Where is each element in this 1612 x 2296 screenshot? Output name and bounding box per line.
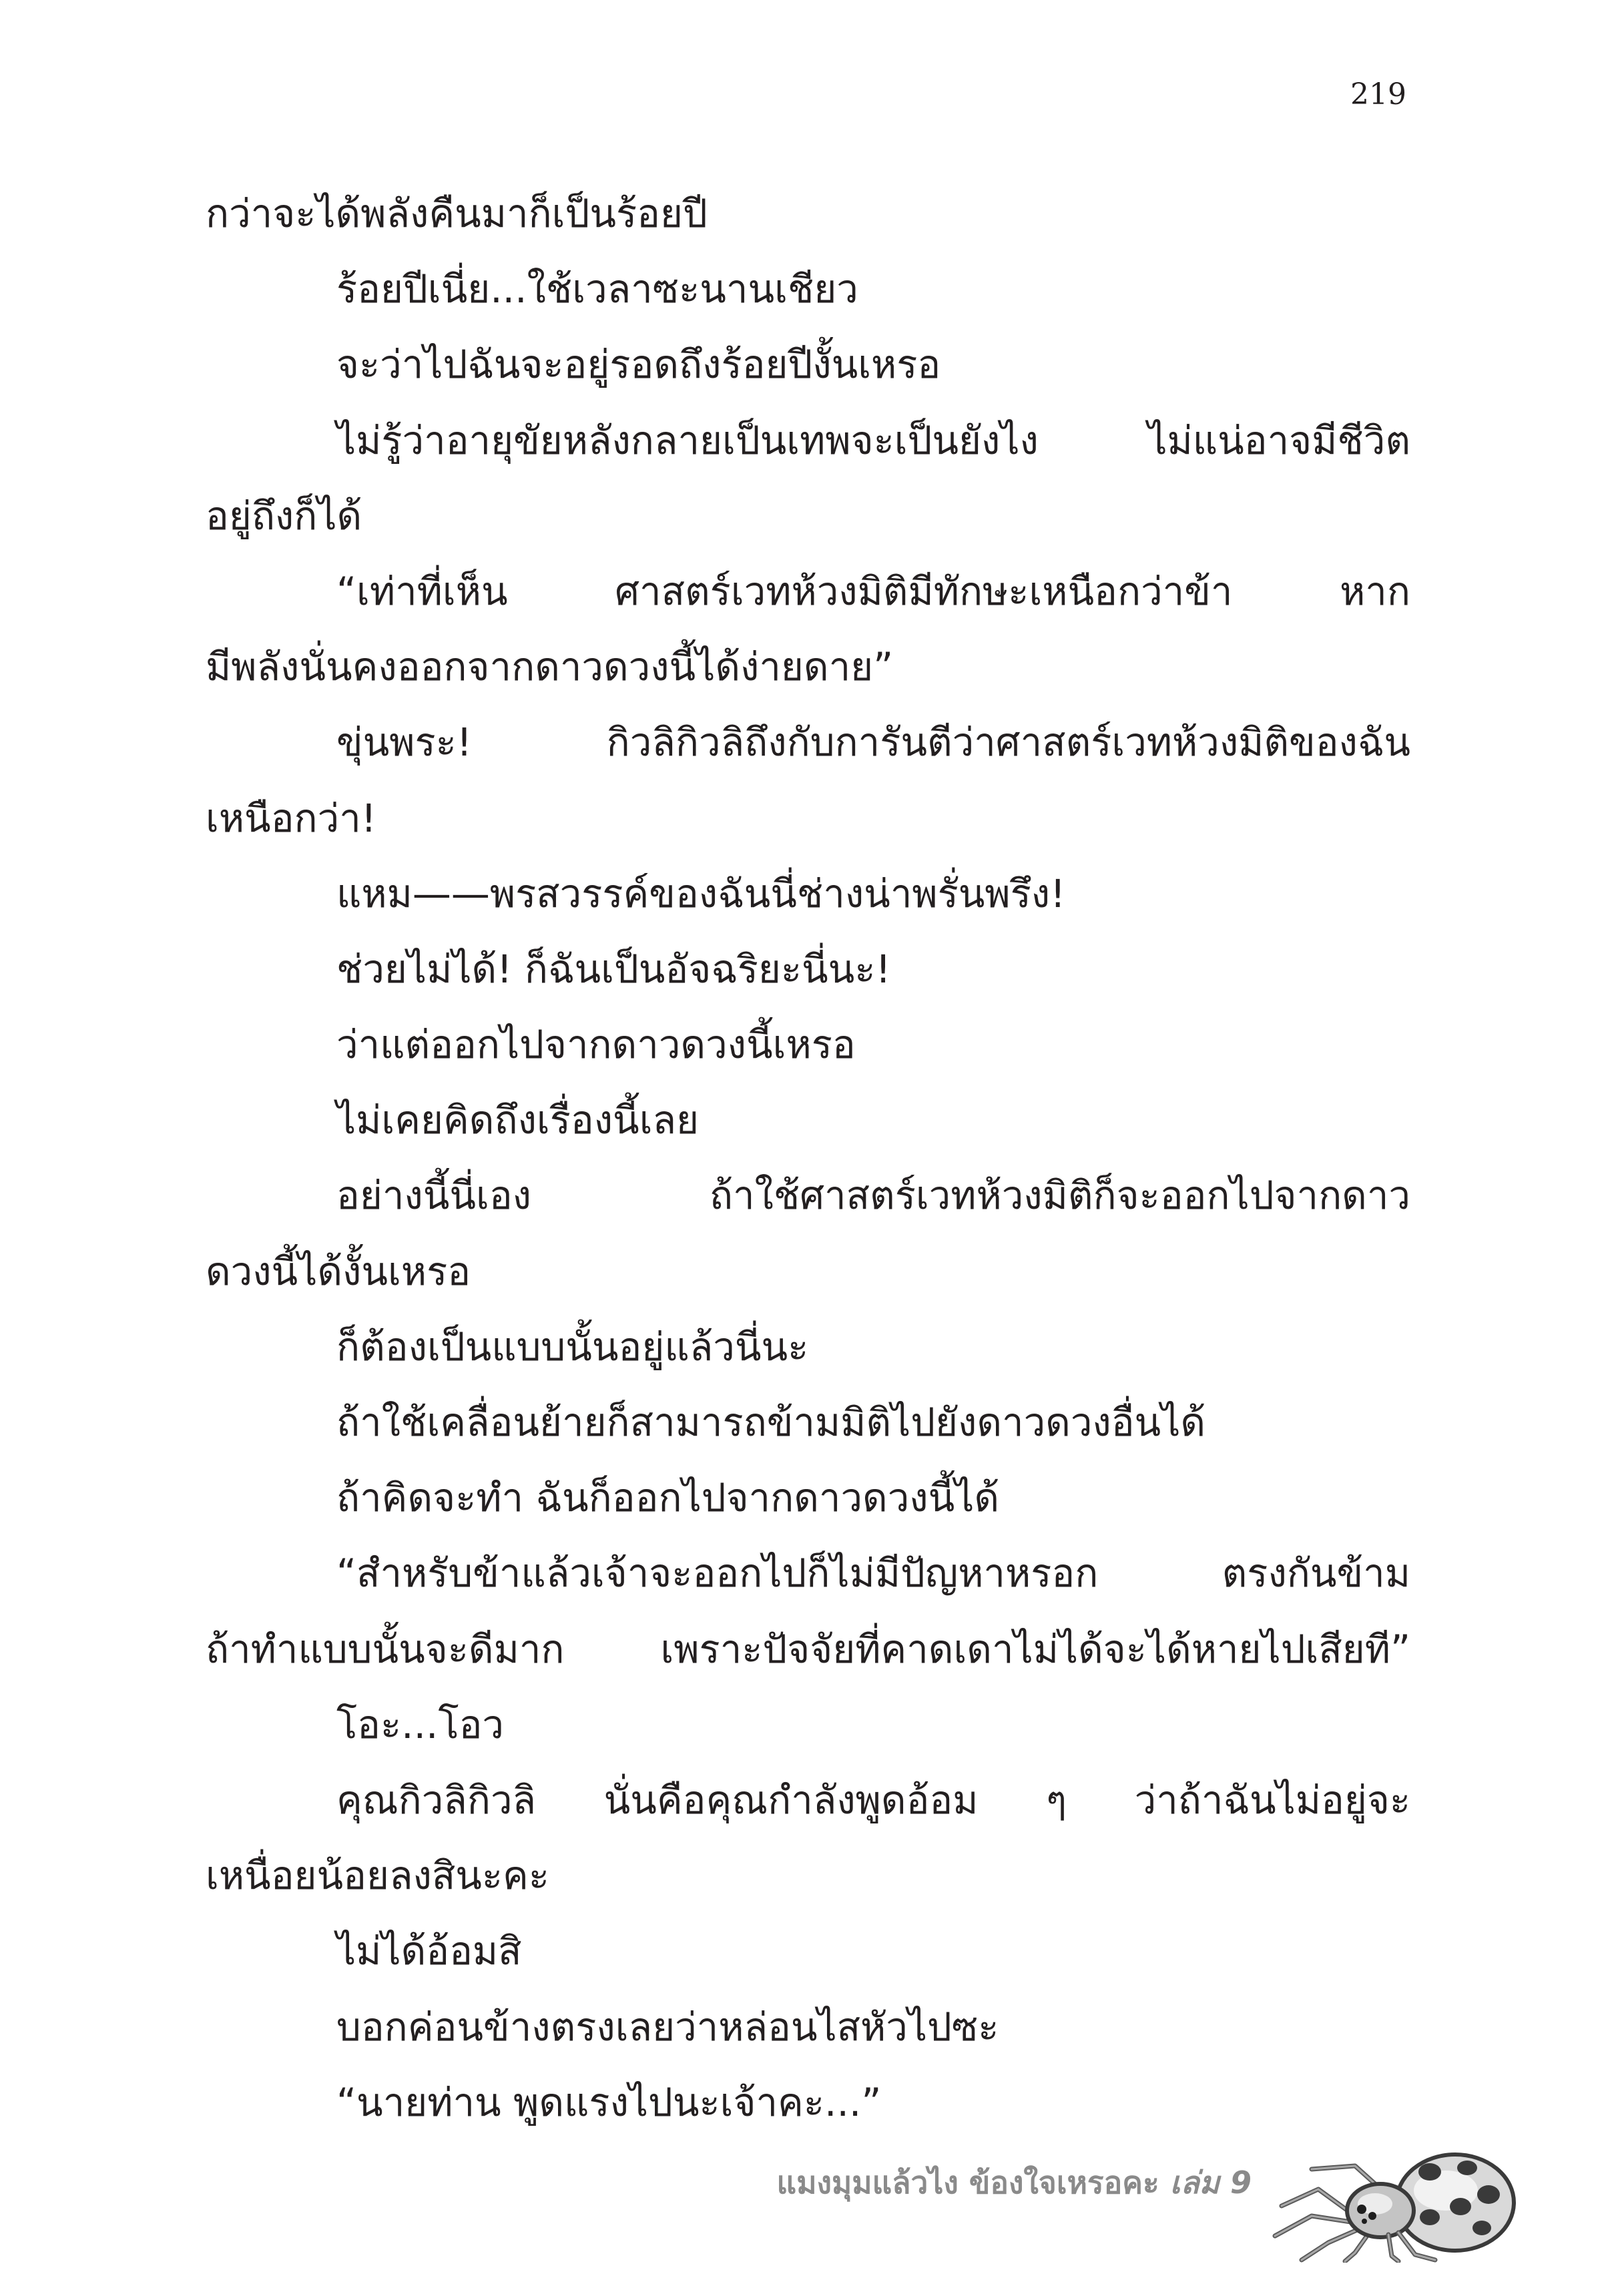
text-line: อยู่ถึงก็ได้ bbox=[206, 493, 362, 539]
footer-volume: เล่ม 9 bbox=[1169, 2165, 1252, 2201]
text-line: ช่วยไม่ได้! ก็ฉันเป็นอัจฉริยะนี่นะ! bbox=[336, 946, 891, 992]
text-line: ขุ่นพระ! กิวลิกิวลิถึงกับการันตีว่าศาสตร์เวทห้วงมิติของฉัน bbox=[336, 720, 1410, 766]
text-line: ว่าแต่ออกไปจากดาวดวงนี้เหรอ bbox=[336, 1022, 856, 1068]
text-line: ดวงนี้ได้งั้นเหรอ bbox=[206, 1248, 471, 1294]
text-line: มีพลังนั่นคงออกจากดาวดวงนี้ได้ง่ายดาย” bbox=[206, 644, 894, 690]
text-line: เหนื่อยน้อยลงสินะคะ bbox=[206, 1853, 550, 1899]
text-line: “นายท่าน พูดแรงไปนะเจ้าคะ...” bbox=[336, 2079, 882, 2125]
text-line: ก็ต้องเป็นแบบนั้นอยู่แล้วนี่นะ bbox=[336, 1324, 809, 1370]
text-line: คุณกิวลิกิวลิ นั่นคือคุณกำลังพูดอ้อม ๆ ว่าถ้าฉันไม่อยู่จะ bbox=[336, 1777, 1410, 1823]
text-line: เหนือกว่า! bbox=[206, 795, 377, 841]
text-line: บอกค่อนข้างตรงเลยว่าหล่อนไสหัวไปซะ bbox=[336, 2004, 999, 2050]
text-line: ถ้าทำแบบนั้นจะดีมาก เพราะปัจจัยที่คาดเดาไม่ได้จะได้หายไปเสียที” bbox=[206, 1626, 1410, 1672]
body-text bbox=[206, 176, 1410, 2140]
spider-mascot-icon bbox=[1255, 2142, 1522, 2263]
text-line: ร้อยปีเนี่ย...ใช้เวลาซะนานเชียว bbox=[336, 266, 858, 312]
text-line: ไม่รู้ว่าอายุขัยหลังกลายเป็นเทพจะเป็นยังไง ไม่แน่อาจมีชีวิต bbox=[336, 417, 1410, 463]
footer-series-title: แมงมุมแล้วไง ข้องใจเหรอคะ bbox=[776, 2165, 1170, 2201]
text-line: จะว่าไปฉันจะอยู่รอดถึงร้อยปีงั้นเหรอ bbox=[336, 342, 941, 388]
page-number: 219 bbox=[1350, 77, 1406, 111]
text-line: โอะ...โอว bbox=[336, 1701, 505, 1747]
text-line: กว่าจะได้พลังคืนมาก็เป็นร้อยปี bbox=[206, 191, 708, 236]
text-line: “สำหรับข้าแล้วเจ้าจะออกไปก็ไม่มีปัญหาหรอก ตรงกันข้าม bbox=[336, 1550, 1410, 1597]
text-line: อย่างนี้นี่เอง ถ้าใช้ศาสตร์เวทห้วงมิติก็จะออกไปจากดาว bbox=[336, 1173, 1410, 1219]
text-line: ถ้าใช้เคลื่อนย้ายก็สามารถข้ามมิติไปยังดาวดวงอื่นได้ bbox=[336, 1400, 1206, 1445]
text-line: ไม่ได้อ้อมสิ bbox=[336, 1928, 522, 1974]
text-line: ไม่เคยคิดถึงเรื่องนี้เลย bbox=[336, 1097, 700, 1143]
text-line: ถ้าคิดจะทำ ฉันก็ออกไปจากดาวดวงนี้ได้ bbox=[336, 1475, 1000, 1521]
running-footer bbox=[667, 2142, 1549, 2263]
text-line: “เท่าที่เห็น ศาสตร์เวทห้วงมิติมีทักษะเหนือกว่าข้า หาก bbox=[336, 568, 1410, 614]
text-line: แหม——พรสวรรค์ของฉันนี่ช่างน่าพรั่นพรึง! bbox=[336, 870, 1066, 916]
footer-title bbox=[777, 2156, 1252, 2209]
